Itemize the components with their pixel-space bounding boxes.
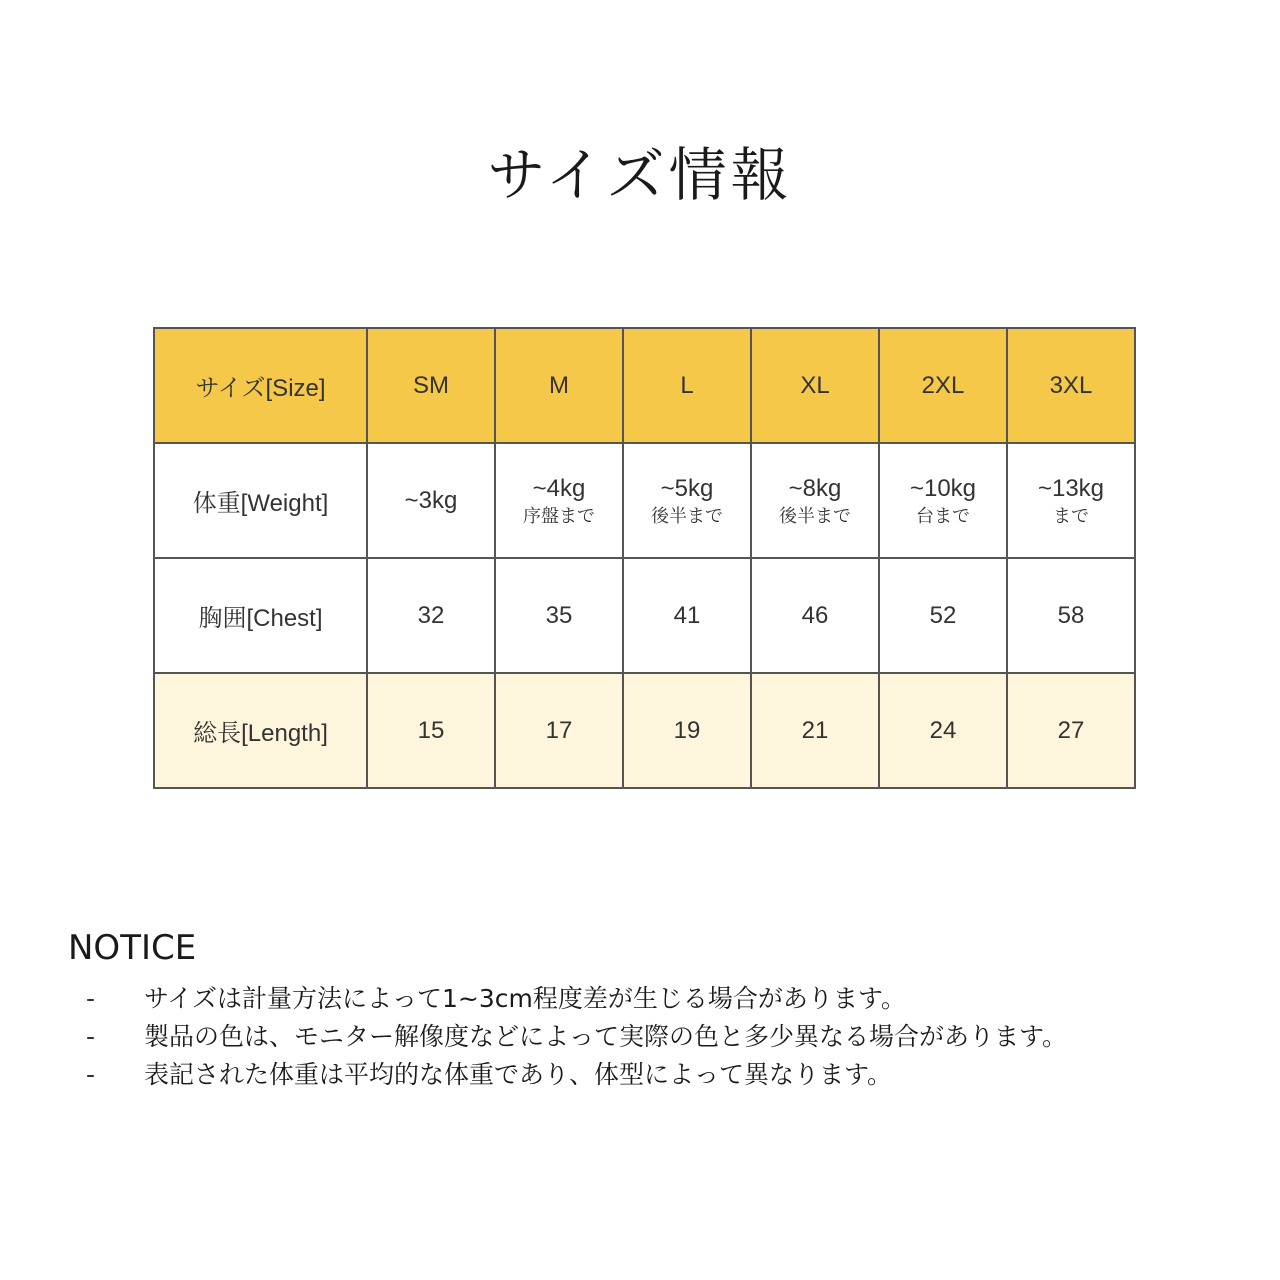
weight-cell-3xl: [1007, 443, 1135, 558]
weight-cell-sm: [367, 443, 495, 558]
chest-cell-xl: 46: [751, 558, 879, 673]
length-row: [154, 673, 1135, 788]
size-cell-2xl: 2XL: [879, 328, 1007, 443]
size-table: [153, 327, 1136, 789]
weight-cell-m: [495, 443, 623, 558]
bullet-dash: -: [86, 984, 96, 1013]
size-cell-m: M: [495, 328, 623, 443]
weight-cell-l: [623, 443, 751, 558]
chest-row: [154, 558, 1135, 673]
length-cell-2xl: 24: [879, 673, 1007, 788]
weight-value: ~5kg: [660, 474, 714, 502]
chest-cell-l: 41: [623, 558, 751, 673]
weight-value: ~13kg: [1037, 474, 1105, 502]
chest-cell-m: 35: [495, 558, 623, 673]
size-cell-l: L: [623, 328, 751, 443]
weight-note: 台まで: [916, 505, 970, 526]
notice-list: [68, 980, 1258, 1094]
length-label-cell: 総長[Length]: [154, 673, 367, 788]
weight-value: ~10kg: [909, 474, 977, 502]
bullet-dash: -: [86, 1060, 96, 1089]
notice-section: [68, 928, 1258, 1094]
page-title: サイズ情報: [487, 141, 793, 209]
length-cell-xl: 21: [751, 673, 879, 788]
weight-note: まで: [1053, 505, 1089, 526]
weight-note: 序盤まで: [523, 505, 595, 526]
weight-value: ~3kg: [404, 486, 458, 514]
notice-title: NOTICE: [68, 928, 197, 968]
notice-text: 製品の色は、モニター解像度などによって実際の色と多少異なる場合があります。: [144, 1022, 1068, 1051]
weight-label-cell: 体重[Weight]: [154, 443, 367, 558]
weight-cell-2xl: [879, 443, 1007, 558]
list-item: [68, 980, 1258, 1018]
list-item: [68, 1018, 1258, 1056]
size-cell-xl: XL: [751, 328, 879, 443]
length-cell-m: 17: [495, 673, 623, 788]
chest-label-cell: 胸囲[Chest]: [154, 558, 367, 673]
weight-row: [154, 443, 1135, 558]
weight-cell-xl: [751, 443, 879, 558]
chest-cell-sm: 32: [367, 558, 495, 673]
length-cell-3xl: 27: [1007, 673, 1135, 788]
table-header-row: [154, 328, 1135, 443]
length-cell-sm: 15: [367, 673, 495, 788]
notice-text: サイズは計量方法によって1~3cm程度差が生じる場合があります。: [144, 984, 906, 1013]
notice-text: 表記された体重は平均的な体重であり、体型によって異なります。: [144, 1060, 893, 1089]
weight-note: 後半まで: [651, 505, 723, 526]
chest-cell-3xl: 58: [1007, 558, 1135, 673]
chest-cell-2xl: 52: [879, 558, 1007, 673]
weight-note: 後半まで: [779, 505, 851, 526]
list-item: [68, 1056, 1258, 1094]
size-cell-3xl: 3XL: [1007, 328, 1135, 443]
weight-value: ~8kg: [788, 474, 842, 502]
length-cell-l: 19: [623, 673, 751, 788]
weight-value: ~4kg: [532, 474, 586, 502]
size-label-cell: サイズ[Size]: [154, 328, 367, 443]
size-cell-sm: SM: [367, 328, 495, 443]
bullet-dash: -: [86, 1022, 96, 1051]
